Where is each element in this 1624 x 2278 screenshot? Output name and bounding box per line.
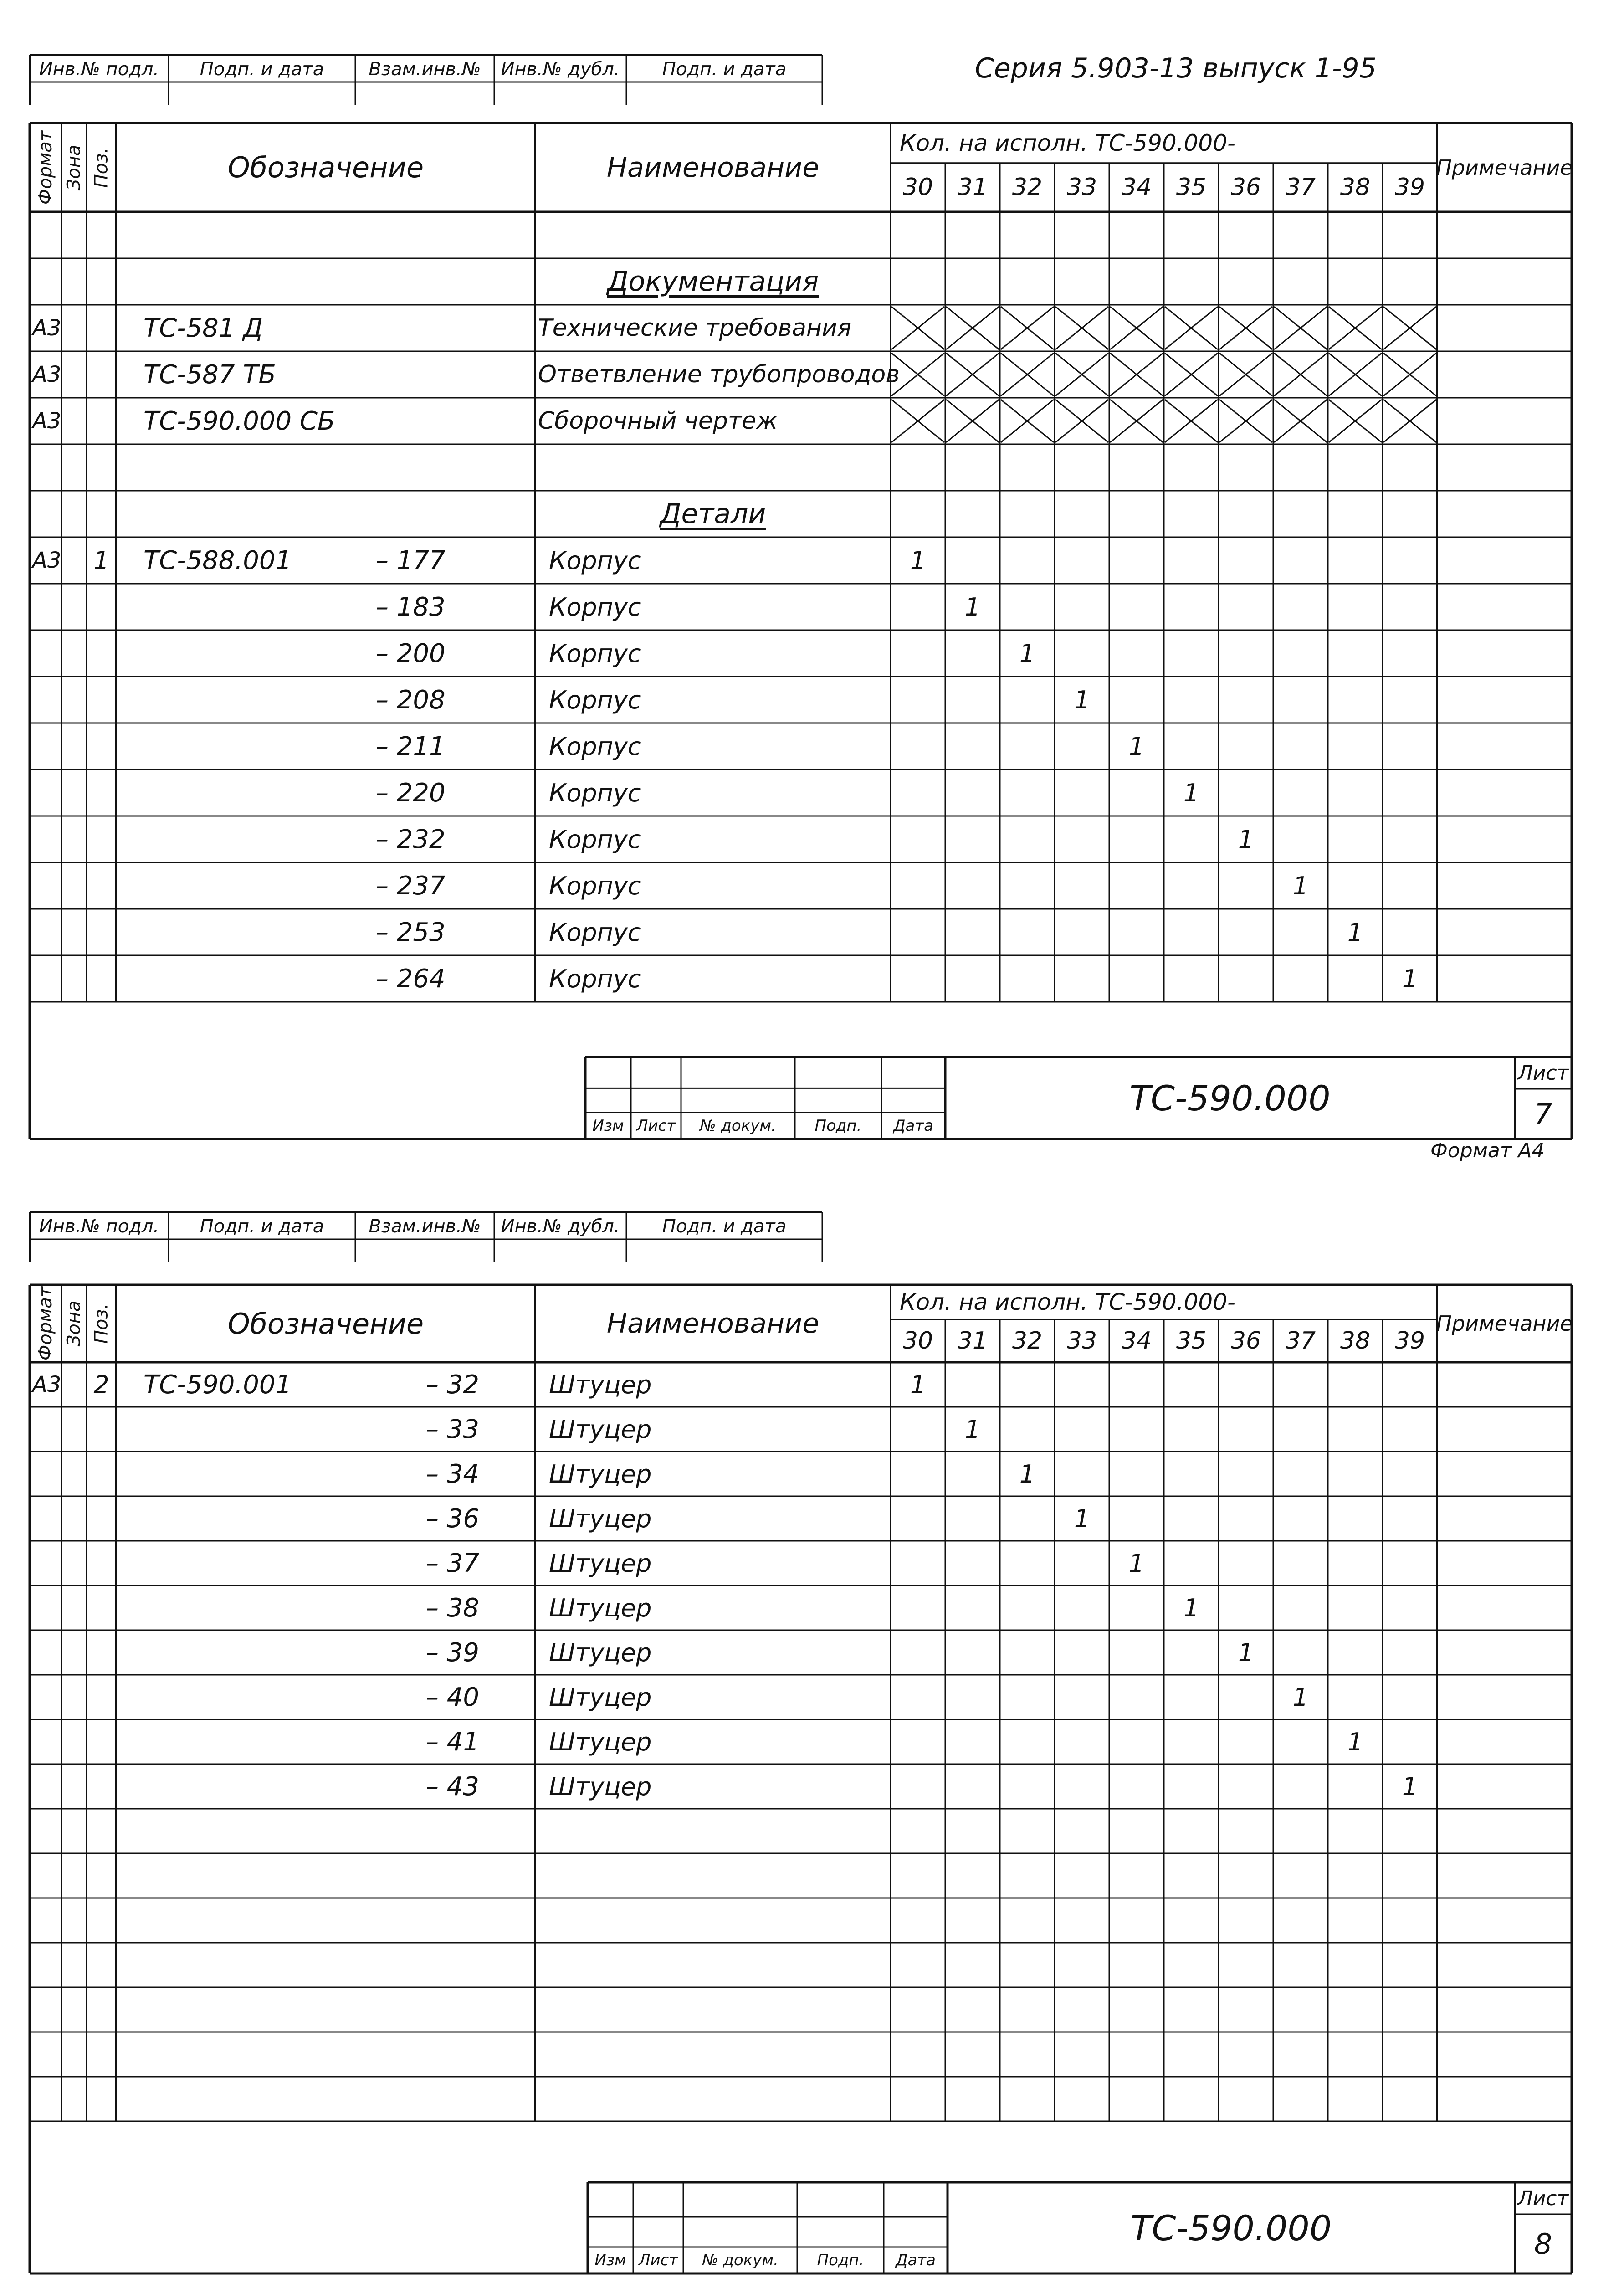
row-format <box>32 1675 64 1719</box>
row-position <box>87 1630 116 1675</box>
col-header-qty: Кол. на исполн. ТС-590.000- <box>900 1289 1236 1316</box>
col-header-zone <box>61 1285 87 1362</box>
row-position <box>87 955 116 1002</box>
row-quantity: 1 <box>910 1370 926 1399</box>
row-format <box>32 1407 64 1452</box>
row-name: Корпус <box>549 546 641 575</box>
tb-doc-number-label: № докум. <box>700 1117 776 1135</box>
col-header-variant: 37 <box>1285 174 1316 201</box>
row-format <box>32 584 64 630</box>
sheet-number: 8 <box>1534 2227 1552 2261</box>
row-position <box>87 862 116 909</box>
sheet-label: Лист <box>1517 1061 1569 1085</box>
row-position <box>87 1452 116 1496</box>
row-position <box>87 1719 116 1764</box>
row-designation-base: ТС-590.001 <box>143 1370 292 1400</box>
row-name: Сборочный чертеж <box>538 407 778 435</box>
row-position <box>87 1764 116 1809</box>
sheet-8 <box>0 1194 1624 2278</box>
col-header-variant: 39 <box>1394 1327 1425 1355</box>
row-name: Корпус <box>549 592 641 621</box>
row-quantity: 1 <box>1402 1772 1418 1801</box>
col-header-note: Примечание <box>1436 155 1573 180</box>
row-name: Корпус <box>549 825 641 854</box>
row-designation-suffix: – 220 <box>376 778 446 808</box>
col-header-zone-text: Зона <box>63 1300 85 1347</box>
row-quantity: 1 <box>1074 1504 1090 1533</box>
row-designation-suffix: – 237 <box>376 871 446 901</box>
row-format <box>32 955 64 1002</box>
row-position <box>87 816 116 862</box>
row-designation-base <box>143 1585 353 1630</box>
row-quantity: 1 <box>1128 1549 1145 1578</box>
section-title: Детали <box>660 498 766 530</box>
document-code: ТС-590.000 <box>1129 1077 1331 1118</box>
row-position <box>87 584 116 630</box>
row-name: Ответвление трубопроводов <box>538 361 900 388</box>
col-header-note: Примечание <box>1436 1311 1573 1336</box>
col-header-variant: 38 <box>1340 174 1371 201</box>
row-name: Штуцер <box>549 1415 652 1444</box>
row-position <box>87 1407 116 1452</box>
row-quantity: 1 <box>1292 1683 1309 1712</box>
col-header-variant: 34 <box>1121 1327 1152 1355</box>
row-designation: ТС-587 ТБ <box>143 359 276 390</box>
row-format: А3 <box>32 1372 61 1397</box>
col-header-variant: 37 <box>1285 1327 1316 1355</box>
row-designation-suffix: – 232 <box>376 824 446 854</box>
stamp-label: Взам.инв.№ <box>369 1216 481 1237</box>
row-designation-base <box>143 909 353 955</box>
row-quantity: 1 <box>1347 918 1363 947</box>
row-designation-base <box>143 584 353 630</box>
row-designation-suffix: – 264 <box>376 964 446 994</box>
row-quantity: 1 <box>1292 871 1309 900</box>
row-designation-base <box>143 816 353 862</box>
stamp-label: Инв.№ дубл. <box>501 59 620 80</box>
row-quantity: 1 <box>1128 732 1145 761</box>
row-quantity: 1 <box>1074 685 1090 714</box>
col-header-variant: 39 <box>1394 174 1425 201</box>
row-designation-base <box>143 1407 353 1452</box>
row-position: 2 <box>93 1370 109 1399</box>
col-header-variant: 32 <box>1012 1327 1043 1355</box>
row-position <box>87 1496 116 1541</box>
col-header-variant: 31 <box>957 174 988 201</box>
tb-date-label: Дата <box>895 2251 936 2269</box>
row-designation-base: ТС-588.001 <box>143 545 292 575</box>
format-footer: Формат А4 <box>1430 1139 1545 1162</box>
row-name: Корпус <box>549 918 641 947</box>
row-format: А3 <box>32 408 61 434</box>
row-name: Корпус <box>549 964 641 993</box>
section-title: Документация <box>607 266 819 298</box>
stamp-label: Подп. и дата <box>662 59 787 80</box>
row-name: Штуцер <box>549 1504 652 1533</box>
row-name: Технические требования <box>538 314 852 342</box>
row-name: Штуцер <box>549 1549 652 1578</box>
row-quantity: 1 <box>964 592 981 621</box>
series-title: Серия 5.903-13 выпуск 1-95 <box>975 52 1377 84</box>
col-header-variant: 33 <box>1066 1327 1097 1355</box>
col-header-pos <box>87 123 116 212</box>
row-name: Штуцер <box>549 1593 652 1622</box>
col-header-designation: Обозначение <box>227 151 424 184</box>
col-header-variant: 33 <box>1066 174 1097 201</box>
row-format <box>32 1585 64 1630</box>
row-designation-suffix: – 183 <box>376 592 446 622</box>
row-designation-base <box>143 1630 353 1675</box>
row-name: Корпус <box>549 685 641 714</box>
row-format <box>32 770 64 816</box>
row-quantity: 1 <box>1183 778 1199 807</box>
row-position <box>87 723 116 770</box>
row-designation-suffix: – 177 <box>376 545 446 575</box>
sheet-number: 7 <box>1534 1097 1552 1131</box>
col-header-format <box>30 1285 61 1362</box>
col-header-qty: Кол. на исполн. ТС-590.000- <box>900 129 1236 156</box>
row-format <box>32 862 64 909</box>
row-name: Штуцер <box>549 1683 652 1712</box>
row-format <box>32 909 64 955</box>
row-name: Корпус <box>549 732 641 761</box>
tb-signature-label: Подп. <box>817 2251 864 2269</box>
row-format <box>32 1719 64 1764</box>
col-header-variant: 34 <box>1121 174 1152 201</box>
row-designation-suffix: – 34 <box>426 1459 480 1489</box>
col-header-variant: 30 <box>902 1327 933 1355</box>
row-position <box>87 1541 116 1585</box>
document-code: ТС-590.000 <box>1130 2207 1332 2248</box>
row-designation-suffix: – 39 <box>426 1637 480 1667</box>
row-designation-suffix: – 37 <box>426 1548 480 1578</box>
col-header-pos-text: Поз. <box>91 147 112 188</box>
row-position <box>87 1585 116 1630</box>
row-designation-suffix: – 40 <box>426 1682 480 1712</box>
col-header-variant: 36 <box>1230 174 1261 201</box>
row-designation-suffix: – 32 <box>426 1370 480 1400</box>
row-position <box>87 677 116 723</box>
tb-doc-number-label: № докум. <box>702 2251 779 2269</box>
row-designation-base <box>143 1496 353 1541</box>
row-quantity: 1 <box>1347 1727 1363 1756</box>
row-format <box>32 816 64 862</box>
row-designation-base <box>143 955 353 1002</box>
row-quantity: 1 <box>964 1415 981 1444</box>
row-quantity: 1 <box>910 546 926 575</box>
row-designation-base <box>143 1719 353 1764</box>
col-header-name: Наименование <box>606 151 820 184</box>
row-position <box>87 909 116 955</box>
row-designation-suffix: – 200 <box>376 638 446 668</box>
stamp-label: Взам.инв.№ <box>369 59 481 80</box>
row-designation-base <box>143 723 353 770</box>
row-format <box>32 677 64 723</box>
row-designation-suffix: – 41 <box>426 1727 480 1757</box>
row-format <box>32 1452 64 1496</box>
col-header-pos <box>87 1285 116 1362</box>
row-name: Штуцер <box>549 1370 652 1399</box>
col-header-format <box>30 123 61 212</box>
col-header-variant: 31 <box>957 1327 988 1355</box>
tb-list-label: Лист <box>638 2251 678 2269</box>
col-header-name: Наименование <box>606 1308 820 1339</box>
row-designation-base <box>143 1675 353 1719</box>
tb-izm-label: Изм <box>594 2251 626 2269</box>
stamp-label: Подп. и дата <box>200 1216 324 1237</box>
row-quantity: 1 <box>1183 1593 1199 1622</box>
row-designation-base <box>143 1764 353 1809</box>
col-header-variant: 36 <box>1230 1327 1261 1355</box>
row-format <box>32 1764 64 1809</box>
row-position <box>87 770 116 816</box>
row-position: 1 <box>93 546 109 575</box>
row-designation: ТС-590.000 СБ <box>143 406 335 436</box>
row-quantity: 1 <box>1019 639 1035 668</box>
row-designation-base <box>143 1541 353 1585</box>
row-designation-suffix: – 43 <box>426 1771 480 1801</box>
row-format <box>32 1496 64 1541</box>
row-format: А3 <box>32 548 61 573</box>
col-header-variant: 35 <box>1176 1327 1207 1355</box>
row-designation-suffix: – 36 <box>426 1503 480 1534</box>
row-name: Корпус <box>549 639 641 668</box>
row-designation-suffix: – 208 <box>376 685 446 715</box>
col-header-designation: Обозначение <box>227 1307 424 1340</box>
tb-izm-label: Изм <box>592 1117 624 1135</box>
row-name: Штуцер <box>549 1727 652 1756</box>
stamp-label: Подп. и дата <box>662 1216 787 1237</box>
col-header-format-text: Формат <box>35 130 56 205</box>
col-header-zone <box>61 123 87 212</box>
col-header-variant: 35 <box>1176 174 1207 201</box>
tb-signature-label: Подп. <box>815 1117 862 1135</box>
col-header-pos-text: Поз. <box>91 1303 112 1344</box>
col-header-variant: 30 <box>902 174 933 201</box>
row-format: А3 <box>32 315 61 341</box>
row-format: А3 <box>32 362 61 387</box>
row-designation: ТС-581 Д <box>143 313 263 343</box>
row-format <box>32 723 64 770</box>
row-designation-base <box>143 770 353 816</box>
tb-date-label: Дата <box>893 1117 934 1135</box>
row-name: Штуцер <box>549 1638 652 1667</box>
row-designation-base <box>143 677 353 723</box>
stamp-label: Инв.№ подл. <box>39 59 159 80</box>
stamp-label: Подп. и дата <box>200 59 324 80</box>
tb-list-label: Лист <box>636 1117 676 1135</box>
row-designation-suffix: – 253 <box>376 917 446 947</box>
row-name: Штуцер <box>549 1772 652 1801</box>
row-designation-suffix: – 38 <box>426 1593 480 1623</box>
stamp-label: Инв.№ подл. <box>39 1216 159 1237</box>
row-designation-suffix: – 211 <box>376 731 446 761</box>
col-header-variant: 38 <box>1340 1327 1371 1355</box>
sheet-label: Лист <box>1517 2186 1569 2210</box>
row-format <box>32 1541 64 1585</box>
row-format <box>32 1630 64 1675</box>
col-header-variant: 32 <box>1012 174 1043 201</box>
row-position <box>87 1675 116 1719</box>
row-quantity: 1 <box>1402 964 1418 993</box>
row-designation-base <box>143 862 353 909</box>
row-quantity: 1 <box>1238 1638 1254 1667</box>
row-designation-base <box>143 1452 353 1496</box>
stamp-label: Инв.№ дубл. <box>501 1216 620 1237</box>
row-quantity: 1 <box>1019 1459 1035 1488</box>
col-header-format-text: Формат <box>35 1286 56 1361</box>
row-name: Штуцер <box>549 1459 652 1488</box>
col-header-zone-text: Зона <box>63 144 85 190</box>
row-format <box>32 630 64 677</box>
row-designation-base <box>143 630 353 677</box>
row-name: Корпус <box>549 871 641 900</box>
row-quantity: 1 <box>1238 825 1254 854</box>
row-position <box>87 630 116 677</box>
row-name: Корпус <box>549 778 641 807</box>
row-designation-suffix: – 33 <box>426 1414 480 1444</box>
